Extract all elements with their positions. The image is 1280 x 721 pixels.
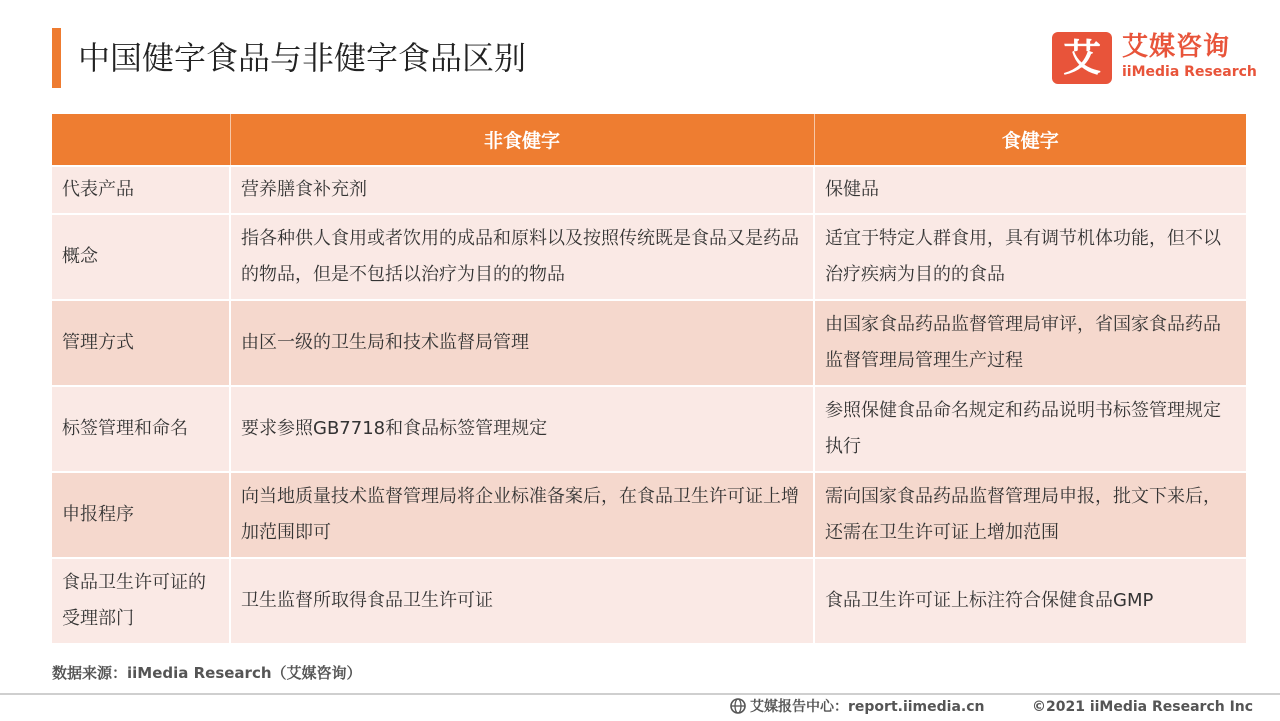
title-accent-bar	[52, 28, 61, 88]
row-label: 概念	[52, 214, 230, 300]
comparison-table	[52, 114, 1246, 645]
table-cell: 由区一级的卫生局和技术监督局管理	[230, 300, 814, 386]
table-cell: 卫生监督所取得食品卫生许可证	[230, 558, 814, 644]
table-cell: 保健品	[814, 166, 1246, 214]
table-cell: 要求参照GB7718和食品标签管理规定	[230, 386, 814, 472]
row-label: 管理方式	[52, 300, 230, 386]
page-title: 中国健字食品与非健字食品区别	[78, 39, 527, 77]
header-cell-blank	[52, 114, 230, 166]
table-row	[52, 558, 1246, 644]
table-cell: 指各种供人食用或者饮用的成品和原料以及按照传统既是食品又是药品的物品，但是不包括以治疗为目的的物品	[230, 214, 814, 300]
table-cell: 食品卫生许可证上标注符合保健食品GMP	[814, 558, 1246, 644]
header-cell-food-health: 食健字	[814, 114, 1246, 166]
table-cell: 由国家食品药品监督管理局审评，省国家食品药品监督管理局管理生产过程	[814, 300, 1246, 386]
report-center-link[interactable]	[730, 696, 985, 718]
row-label: 标签管理和命名	[52, 386, 230, 472]
header-cell-non-food-health: 非食健字	[230, 114, 814, 166]
logo-name-cn: 艾媒咨询	[1122, 32, 1231, 62]
table-row	[52, 300, 1246, 386]
footer-divider	[0, 693, 1280, 695]
table-row	[52, 386, 1246, 472]
logo-mark: 艾	[1052, 32, 1112, 84]
table-row	[52, 472, 1246, 558]
table-cell: 营养膳食补充剂	[230, 166, 814, 214]
row-label: 申报程序	[52, 472, 230, 558]
logo-name-en: iiMedia Research	[1122, 64, 1257, 80]
table-cell: 适宜于特定人群食用，具有调节机体功能，但不以治疗疾病为目的的食品	[814, 214, 1246, 300]
table-cell: 参照保健食品命名规定和药品说明书标签管理规定执行	[814, 386, 1246, 472]
table-row	[52, 214, 1246, 300]
row-label: 食品卫生许可证的受理部门	[52, 558, 230, 644]
data-source-note: 数据来源：iiMedia Research（艾媒咨询）	[52, 664, 362, 682]
brand-logo	[1052, 32, 1258, 84]
report-center-text: 艾媒报告中心：report.iimedia.cn	[750, 699, 985, 715]
table-header-row	[52, 114, 1246, 166]
row-label: 代表产品	[52, 166, 230, 214]
copyright: ©2021 iiMedia Research Inc	[1032, 699, 1254, 715]
globe-icon	[730, 698, 746, 714]
table-cell: 向当地质量技术监督管理局将企业标准备案后，在食品卫生许可证上增加范围即可	[230, 472, 814, 558]
table-row	[52, 166, 1246, 214]
table-cell: 需向国家食品药品监督管理局申报，批文下来后，还需在卫生许可证上增加范围	[814, 472, 1246, 558]
